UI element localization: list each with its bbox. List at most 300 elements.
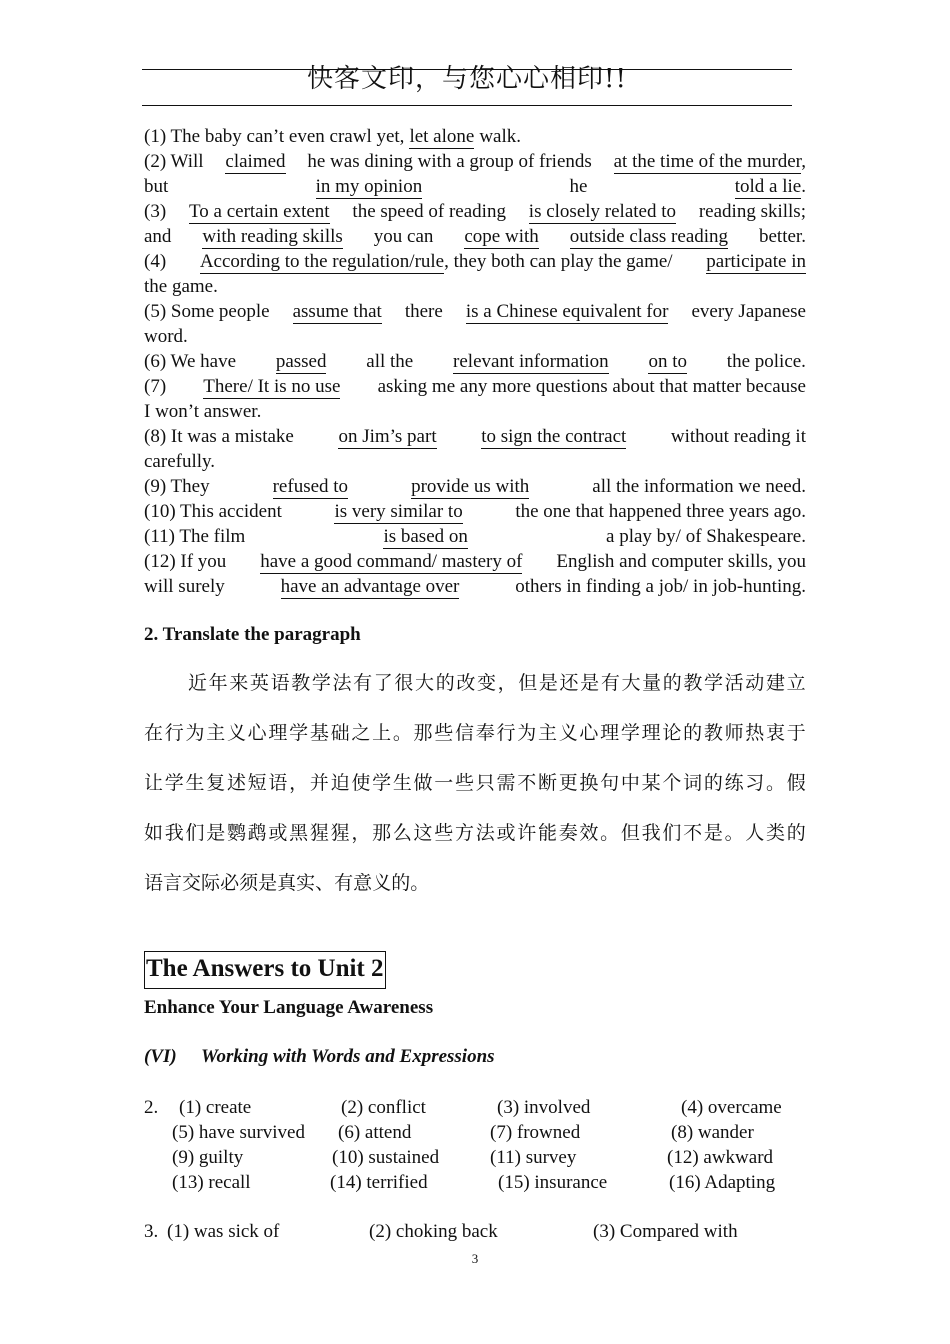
line-segment: [144, 399, 261, 424]
sentence-text: (10) This accident: [144, 501, 282, 522]
paragraph-char: 使: [351, 772, 371, 794]
paragraph-char: 人: [745, 822, 765, 844]
paragraph-char: 来: [229, 672, 249, 694]
paragraph-char: ，: [497, 672, 517, 694]
line-segment: [570, 174, 588, 199]
answer-phrase: passed: [275, 351, 327, 372]
paragraph-char: 英: [249, 672, 269, 694]
paragraph-line: [144, 758, 806, 808]
exercise-line: [144, 199, 806, 224]
line-segment: [464, 224, 538, 249]
line-segment: [592, 474, 806, 499]
answer-phrase: provide us with: [411, 476, 530, 497]
line-segment: [144, 324, 188, 349]
paragraph-char: 些: [434, 822, 454, 844]
line-segment: [481, 424, 626, 449]
sentence-text: (9) They: [144, 476, 210, 497]
paragraph-char: 需: [496, 772, 516, 794]
answer-phrase: on to: [648, 351, 687, 372]
line-segment: [144, 424, 294, 449]
line-segment: [200, 249, 673, 274]
exercise-line: [144, 174, 806, 199]
paragraph-char: 理: [268, 722, 288, 744]
answer-item: (14) terrified: [330, 1172, 428, 1193]
answer-phrase: cope with: [464, 226, 539, 247]
header-title: 快客文印，与您心心相印!!: [307, 64, 627, 94]
exercise-translation-answers: [144, 124, 806, 599]
paragraph-char: 真: [277, 872, 297, 894]
paragraph-char: 我: [641, 822, 661, 844]
sentence-text: (8) It was a mistake: [144, 426, 294, 447]
unit-subtitle: Enhance Your Language Awareness: [144, 997, 434, 1018]
answer-phrase: have a good command/ mastery of: [260, 551, 523, 572]
answer-item: (12) awkward: [667, 1147, 774, 1168]
answer-item: (13) recall: [172, 1172, 251, 1193]
line-segment: [699, 199, 806, 224]
line-segment: [727, 349, 806, 374]
paragraph-char: 论: [662, 722, 682, 744]
line-segment: [276, 349, 327, 374]
sentence-text: all the: [366, 351, 414, 372]
paragraph-line: [144, 708, 806, 758]
paragraph-char: 法: [475, 822, 495, 844]
answer-phrase: relevant information: [453, 351, 609, 372]
line-segment: [691, 299, 805, 324]
line-segment: [606, 524, 806, 549]
paragraph-char: 鹉: [247, 822, 267, 844]
paragraph-char: 或: [268, 822, 288, 844]
paragraph-char: 行: [496, 722, 516, 744]
paragraph-char: 理: [600, 722, 620, 744]
paragraph-char: 更: [558, 772, 578, 794]
paragraph-char: 年: [208, 672, 228, 694]
paragraph-char: 义: [226, 722, 246, 744]
translate-section-title: 2. Translate the paragraph: [144, 624, 361, 645]
sentence-text: will surely: [144, 576, 225, 597]
exercise-line: [144, 349, 806, 374]
sentence-text: a play by/ of Shakespeare.: [606, 526, 806, 547]
paragraph-char: 教: [291, 672, 311, 694]
paragraph-char: 须: [239, 872, 259, 894]
paragraph-char: 、: [315, 872, 335, 894]
line-segment: [706, 249, 806, 274]
line-segment: [260, 549, 522, 574]
paragraph-char: 基: [309, 722, 329, 744]
paragraph-char: 是: [703, 822, 723, 844]
line-segment: [144, 149, 204, 174]
sentence-text: (7): [144, 376, 167, 397]
paragraph-char: 练: [724, 772, 744, 794]
line-segment: [144, 174, 168, 199]
answer-phrase: in my opinion: [315, 176, 423, 197]
paragraph-char: 述: [226, 772, 246, 794]
paragraph-char: 猩: [330, 822, 350, 844]
question-2-label: 2.: [144, 1097, 159, 1118]
line-segment: [378, 374, 806, 399]
paragraph-char: 是: [538, 672, 558, 694]
paragraph-char: 奏: [558, 822, 578, 844]
answer-phrase: let alone: [409, 126, 475, 147]
exercise-line: [144, 224, 806, 249]
sentence-text: ,: [801, 151, 806, 172]
paragraph-char: 意: [353, 872, 373, 894]
answer-item: (1) was sick of: [167, 1221, 280, 1242]
paragraph-char: 础: [330, 722, 350, 744]
section-heading: [144, 1046, 495, 1068]
paragraph-char: 一: [434, 772, 454, 794]
line-segment: [374, 224, 434, 249]
sentence-text: (1) The baby can’t even crawl yet,: [144, 126, 405, 147]
paragraph-char: 那: [372, 822, 392, 844]
paragraph-char: 义: [372, 872, 392, 894]
paragraph-char: 很: [394, 672, 414, 694]
paragraph-char: 的: [786, 822, 806, 844]
question-3-label: 3.: [144, 1221, 159, 1242]
sentence-text: (6) We have: [144, 351, 237, 372]
sentence-text: all the information we need.: [592, 476, 806, 497]
answer-phrase: is closely related to: [528, 201, 677, 222]
section-title: Working with Words and Expressions: [201, 1046, 495, 1067]
paragraph-char: 么: [392, 822, 412, 844]
exercise-line: [144, 124, 806, 149]
paragraph-char: 些: [434, 722, 454, 744]
answer-phrase: refused to: [272, 476, 349, 497]
paragraph-char: ，: [351, 822, 371, 844]
chinese-paragraph: [144, 658, 806, 908]
paragraph-char: 习: [745, 772, 765, 794]
paragraph-char: 语: [270, 672, 290, 694]
paragraph-char: 换: [579, 772, 599, 794]
line-segment: [735, 174, 806, 199]
line-segment: [144, 474, 210, 499]
paragraph-char: 信: [455, 722, 475, 744]
paragraph-char: 心: [579, 722, 599, 744]
paragraph-char: 改: [456, 672, 476, 694]
paragraph-char: 还: [559, 672, 579, 694]
paragraph-char: 实: [296, 872, 316, 894]
line-segment: [144, 199, 166, 224]
paragraph-char: 交: [182, 872, 202, 894]
paragraph-char: 际: [201, 872, 221, 894]
line-segment: [529, 199, 676, 224]
paragraph-char: 奉: [475, 722, 495, 744]
answer-item: (3) involved: [497, 1097, 591, 1118]
line-segment: [383, 524, 467, 549]
answer-phrase: participate in: [706, 251, 806, 272]
paragraph-char: 为: [517, 722, 537, 744]
paragraph-char: 量: [642, 672, 662, 694]
paragraph-char: 效: [579, 822, 599, 844]
paragraph-char: 断: [537, 772, 557, 794]
line-segment: [225, 149, 285, 174]
line-segment: [144, 299, 270, 324]
sentence-text: without reading it: [670, 426, 806, 447]
sentence-text: you can: [373, 226, 434, 247]
paragraph-char: 不: [683, 822, 703, 844]
sentence-text: he was dining with a group of friends: [307, 151, 592, 172]
line-segment: [203, 374, 340, 399]
answer-phrase: is very similar to: [334, 501, 463, 522]
line-segment: [316, 174, 423, 199]
line-segment: [479, 124, 521, 149]
sentence-text: and: [144, 226, 172, 247]
line-segment: [144, 249, 166, 274]
paragraph-char: 让: [144, 772, 164, 794]
paragraph-char: 某: [641, 772, 661, 794]
paragraph-char: 学: [164, 772, 184, 794]
line-segment: [614, 149, 806, 174]
paragraph-char: 黑: [289, 822, 309, 844]
paragraph-char: 教: [703, 722, 723, 744]
line-segment: [759, 224, 806, 249]
line-segment: [144, 274, 218, 299]
answer-phrase: told a lie: [734, 176, 802, 197]
paragraph-char: 学: [311, 672, 331, 694]
paragraph-char: 并: [309, 772, 329, 794]
exercise-line: [144, 149, 806, 174]
paragraph-char: 的: [662, 672, 682, 694]
line-segment: [334, 499, 462, 524]
sentence-text: .: [801, 176, 806, 197]
paragraph-char: 复: [206, 772, 226, 794]
unit-answers-heading: The Answers to Unit 2: [144, 951, 386, 989]
paragraph-char: 那: [413, 722, 433, 744]
paragraph-char: 心: [247, 722, 267, 744]
line-segment: [144, 224, 171, 249]
exercise-line: [144, 574, 806, 599]
sentence-text: he: [569, 176, 588, 197]
header-rule-bottom: [142, 105, 792, 106]
paragraph-char: 言: [163, 872, 183, 894]
sentence-text: carefully.: [144, 451, 216, 472]
paragraph-char: 方: [455, 822, 475, 844]
paragraph-char: 。: [410, 872, 430, 894]
paragraph-char: 生: [185, 772, 205, 794]
sentence-text: English and computer skills, you: [556, 551, 806, 572]
answer-phrase: There/ It is no use: [203, 376, 341, 397]
paragraph-char: 必: [220, 872, 240, 894]
sentence-text: but: [144, 176, 169, 197]
answer-phrase: assume that: [292, 301, 382, 322]
exercise-line: [144, 499, 806, 524]
sentence-text: , they both can play the game/: [444, 251, 673, 272]
paragraph-char: 了: [373, 672, 393, 694]
paragraph-char: 。: [766, 772, 786, 794]
answer-item: (5) have survived: [172, 1122, 305, 1143]
line-segment: [281, 574, 460, 599]
paragraph-char: ，: [289, 772, 309, 794]
exercise-line: [144, 424, 806, 449]
page-number: 3: [471, 1251, 479, 1266]
line-segment: [570, 224, 728, 249]
paragraph-char: 近: [188, 672, 208, 694]
paragraph-char: 上: [372, 722, 392, 744]
paragraph-char: 们: [662, 822, 682, 844]
line-segment: [144, 349, 236, 374]
paragraph-char: 的: [683, 722, 703, 744]
paragraph-char: 类: [766, 822, 786, 844]
paragraph-line: [144, 808, 806, 858]
exercise-line: [144, 399, 806, 424]
sentence-text: (12) If you: [144, 551, 227, 572]
paragraph-char: 中: [620, 772, 640, 794]
answer-item: (3) Compared with: [593, 1221, 738, 1242]
paragraph-char: 的: [435, 672, 455, 694]
line-segment: [366, 349, 413, 374]
line-segment: [352, 199, 506, 224]
line-segment: [144, 549, 226, 574]
exercise-line: [144, 324, 806, 349]
line-segment: [144, 124, 404, 149]
paragraph-char: 猩: [309, 822, 329, 844]
paragraph-char: 是: [580, 672, 600, 694]
paragraph-char: 有: [334, 872, 354, 894]
paragraph-char: 。: [724, 822, 744, 844]
sentence-text: (3): [144, 201, 167, 222]
line-segment: [144, 449, 215, 474]
line-segment: [515, 574, 806, 599]
paragraph-char: 短: [247, 772, 267, 794]
line-segment: [409, 124, 474, 149]
paragraph-char: 学: [289, 722, 309, 744]
sentence-text: walk.: [479, 126, 522, 147]
paragraph-char: 学: [704, 672, 724, 694]
sentence-text: (4): [144, 251, 167, 272]
paragraph-char: 学: [372, 772, 392, 794]
paragraph-char: 主: [537, 722, 557, 744]
line-segment: [405, 299, 443, 324]
answer-item: (15) insurance: [498, 1172, 608, 1193]
paragraph-char: 只: [475, 772, 495, 794]
answer-phrase: have an advantage over: [280, 576, 460, 597]
sentence-text: better.: [759, 226, 806, 247]
paragraph-char: 但: [620, 822, 640, 844]
paragraph-char: 不: [517, 772, 537, 794]
line-segment: [273, 474, 348, 499]
paragraph-char: 个: [662, 772, 682, 794]
paragraph-char: 大: [621, 672, 641, 694]
paragraph-char: 许: [517, 822, 537, 844]
sentence-text: (5) Some people: [144, 301, 270, 322]
paragraph-char: 热: [745, 722, 765, 744]
paragraph-char: 假: [786, 772, 806, 794]
sentence-text: (2) Will: [144, 151, 204, 172]
sentence-text: every Japanese: [691, 301, 806, 322]
paragraph-char: 义: [558, 722, 578, 744]
answer-phrase: is a Chinese equivalent for: [465, 301, 669, 322]
paragraph-char: 行: [164, 722, 184, 744]
paragraph-char: 为: [185, 722, 205, 744]
exercise-line: [144, 274, 806, 299]
exercise-line: [144, 449, 806, 474]
paragraph-char: 这: [413, 822, 433, 844]
paragraph-char: 是: [258, 872, 278, 894]
line-segment: [307, 149, 591, 174]
paragraph-char: 们: [185, 822, 205, 844]
answer-phrase: is based on: [383, 526, 468, 547]
answer-item: (10) sustained: [332, 1147, 440, 1168]
answer-item: (9) guilty: [172, 1147, 244, 1168]
paragraph-line: [144, 658, 806, 708]
paragraph-char: 有: [600, 672, 620, 694]
paragraph-char: 建: [765, 672, 785, 694]
line-segment: [556, 549, 806, 574]
paragraph-char: 些: [455, 772, 475, 794]
line-segment: [202, 224, 342, 249]
sentence-text: others in finding a job/ in job-hunting.: [515, 576, 806, 597]
exercise-line: [144, 474, 806, 499]
paragraph-char: 。: [600, 822, 620, 844]
answer-item: (8) wander: [671, 1122, 754, 1143]
paragraph-char: 教: [683, 672, 703, 694]
line-segment: [671, 424, 806, 449]
paragraph-char: 但: [518, 672, 538, 694]
paragraph-char: 之: [351, 722, 371, 744]
paragraph-char: 句: [600, 772, 620, 794]
paragraph-line: [144, 858, 806, 908]
answer-item: (6) attend: [338, 1122, 412, 1143]
sentence-text: there: [404, 301, 443, 322]
paragraph-char: 或: [496, 822, 516, 844]
answer-phrase: with reading skills: [202, 226, 343, 247]
line-segment: [411, 474, 529, 499]
answer-phrase: claimed: [225, 151, 286, 172]
line-segment: [515, 499, 806, 524]
paragraph-char: 迫: [330, 772, 350, 794]
line-segment: [293, 299, 382, 324]
paragraph-char: 如: [144, 822, 164, 844]
line-segment: [466, 299, 669, 324]
answer-item: (2) choking back: [369, 1221, 498, 1242]
answer-phrase: to sign the contract: [481, 426, 627, 447]
sentence-text: the one that happened three years ago.: [515, 501, 806, 522]
answer-item: (1) create: [179, 1097, 252, 1118]
exercise-line: [144, 549, 806, 574]
sentence-text: the speed of reading: [352, 201, 506, 222]
paragraph-char: 理: [641, 722, 661, 744]
paragraph-char: 于: [786, 722, 806, 744]
sentence-text: the game.: [144, 276, 218, 297]
exercise-line: [144, 374, 806, 399]
paragraph-char: 。: [392, 722, 412, 744]
answer-item: (11) survey: [490, 1147, 577, 1168]
sentence-text: asking me any more questions about that matter because: [377, 376, 806, 397]
line-segment: [144, 499, 282, 524]
line-segment: [144, 374, 166, 399]
paragraph-char: 法: [332, 672, 352, 694]
answer-item: (7) frowned: [490, 1122, 581, 1143]
paragraph-char: 变: [476, 672, 496, 694]
section-number: (VI): [144, 1046, 177, 1067]
sentence-text: the police.: [726, 351, 806, 372]
paragraph-char: 词: [683, 772, 703, 794]
paragraph-char: 的: [703, 772, 723, 794]
answer-phrase: on Jim’s part: [338, 426, 437, 447]
paragraph-char: 能: [537, 822, 557, 844]
paragraph-char: 大: [415, 672, 435, 694]
paragraph-char: 是: [206, 822, 226, 844]
paragraph-char: 衷: [766, 722, 786, 744]
paragraph-char: 我: [164, 822, 184, 844]
sentence-text: word.: [144, 326, 188, 347]
answer-phrase: at the time of the murder: [613, 151, 802, 172]
line-segment: [338, 424, 436, 449]
paragraph-char: 语: [268, 772, 288, 794]
exercise-line: [144, 249, 806, 274]
answer-phrase: To a certain extent: [189, 201, 330, 222]
paragraph-char: 的: [391, 872, 411, 894]
paragraph-char: 有: [353, 672, 373, 694]
